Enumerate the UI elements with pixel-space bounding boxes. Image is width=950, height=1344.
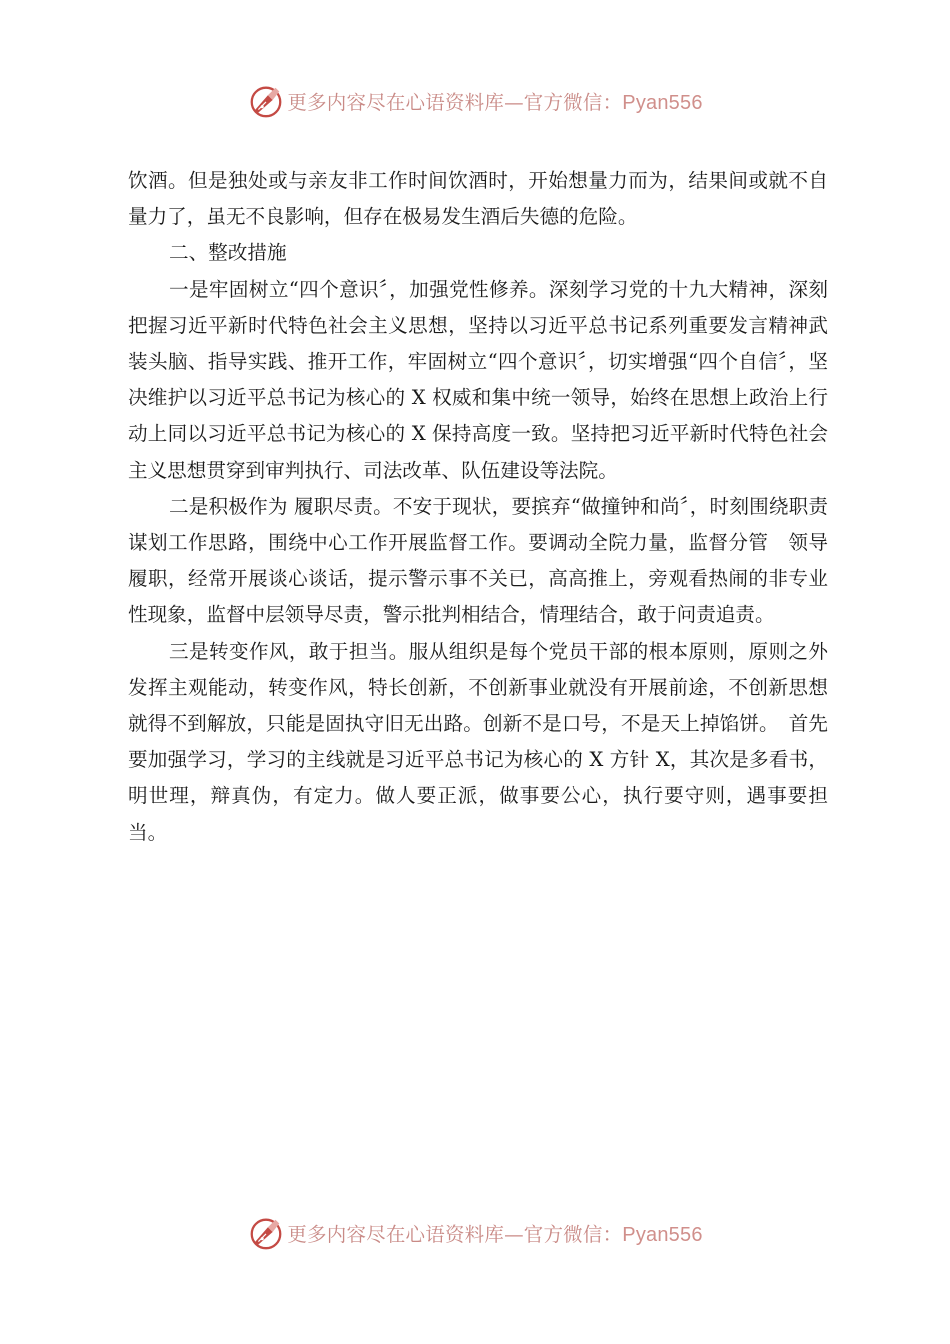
paragraph-continuation: 饮酒。但是独处或与亲友非工作时间饮酒时，开始想量力而为，结果间或就不自量力了，虽无不良影响，但存在极易发生酒后失德的危险。 (128, 169, 828, 229)
footer-banner-main: 更多内容尽在心语资料库 (287, 1223, 505, 1246)
header-banner-main: 更多内容尽在心语资料库 (287, 91, 505, 114)
footer-banner-wechat: 官方微信： (523, 1223, 623, 1246)
footer-banner-id: Pyan556 (622, 1224, 703, 1246)
header-banner-wechat: 官方微信： (523, 91, 623, 114)
pen-nib-logo-icon (247, 1214, 285, 1252)
header-banner-dash: — (504, 91, 524, 114)
header-banner (0, 79, 950, 123)
footer-banner-dash: — (504, 1223, 524, 1246)
paragraph-measure-2: 二是积极作为 履职尽责。不安于现状，要摈弃“做撞钟和尚〞，时刻围绕职责谋划工作思路，围绕中心工作开展监督工作。要调动全院力量，监督分管 领导履职，经常开展谈心谈话，提示警示事不关已，高高推上，旁观看热闹的非专业性现象，监督中层领导尽责，警示批判相结合，情理结合，敢于问责追责。 (128, 494, 828, 627)
header-banner-text (287, 87, 702, 115)
paragraph-measure-1: 一是牢固树立“四个意识〞，加强党性修养。深刻学习党的十九大精神，深刻把握习近平新时代特色社会主义思想，坚持以习近平总书记系列重要发言精神武装头脑、指导实践、推开工作，牢固树立“四个意识〞，切实增强“四个自信〞，坚决维护以习近平总书记为核心的 X 权威和集中统一领导，始终在思想上政治上行动上同以习近平总书记为核心的 X 保持高度一致。坚持把习近平新时代特色社会主义思想贯穿到审判执行、司法改革、队伍建设等法院。 (128, 277, 828, 482)
footer-banner-text (287, 1219, 702, 1247)
pen-nib-logo-icon (247, 82, 285, 120)
paragraph-measure-3: 三是转变作风，敢于担当。服从组织是每个党员干部的根本原则，原则之外发挥主观能动，转变作风，特长创新，不创新事业就没有开展前途，不创新思想就得不到解放，只能是固执守旧无出路。创新不是口号，不是天上掉馅饼。 首先要加强学习，学习的主线就是习近平总书记为核心的 X 方针 X，其次是多看书，明世理，辩真伪，有定力。做人要正派，做事要公心，执行要守则，遇事要担当。 (128, 639, 828, 844)
header-banner-id: Pyan556 (622, 92, 703, 114)
section-heading-rectification: 二、整改措施 (169, 241, 287, 265)
document-body (128, 163, 828, 851)
footer-banner (0, 1211, 950, 1255)
